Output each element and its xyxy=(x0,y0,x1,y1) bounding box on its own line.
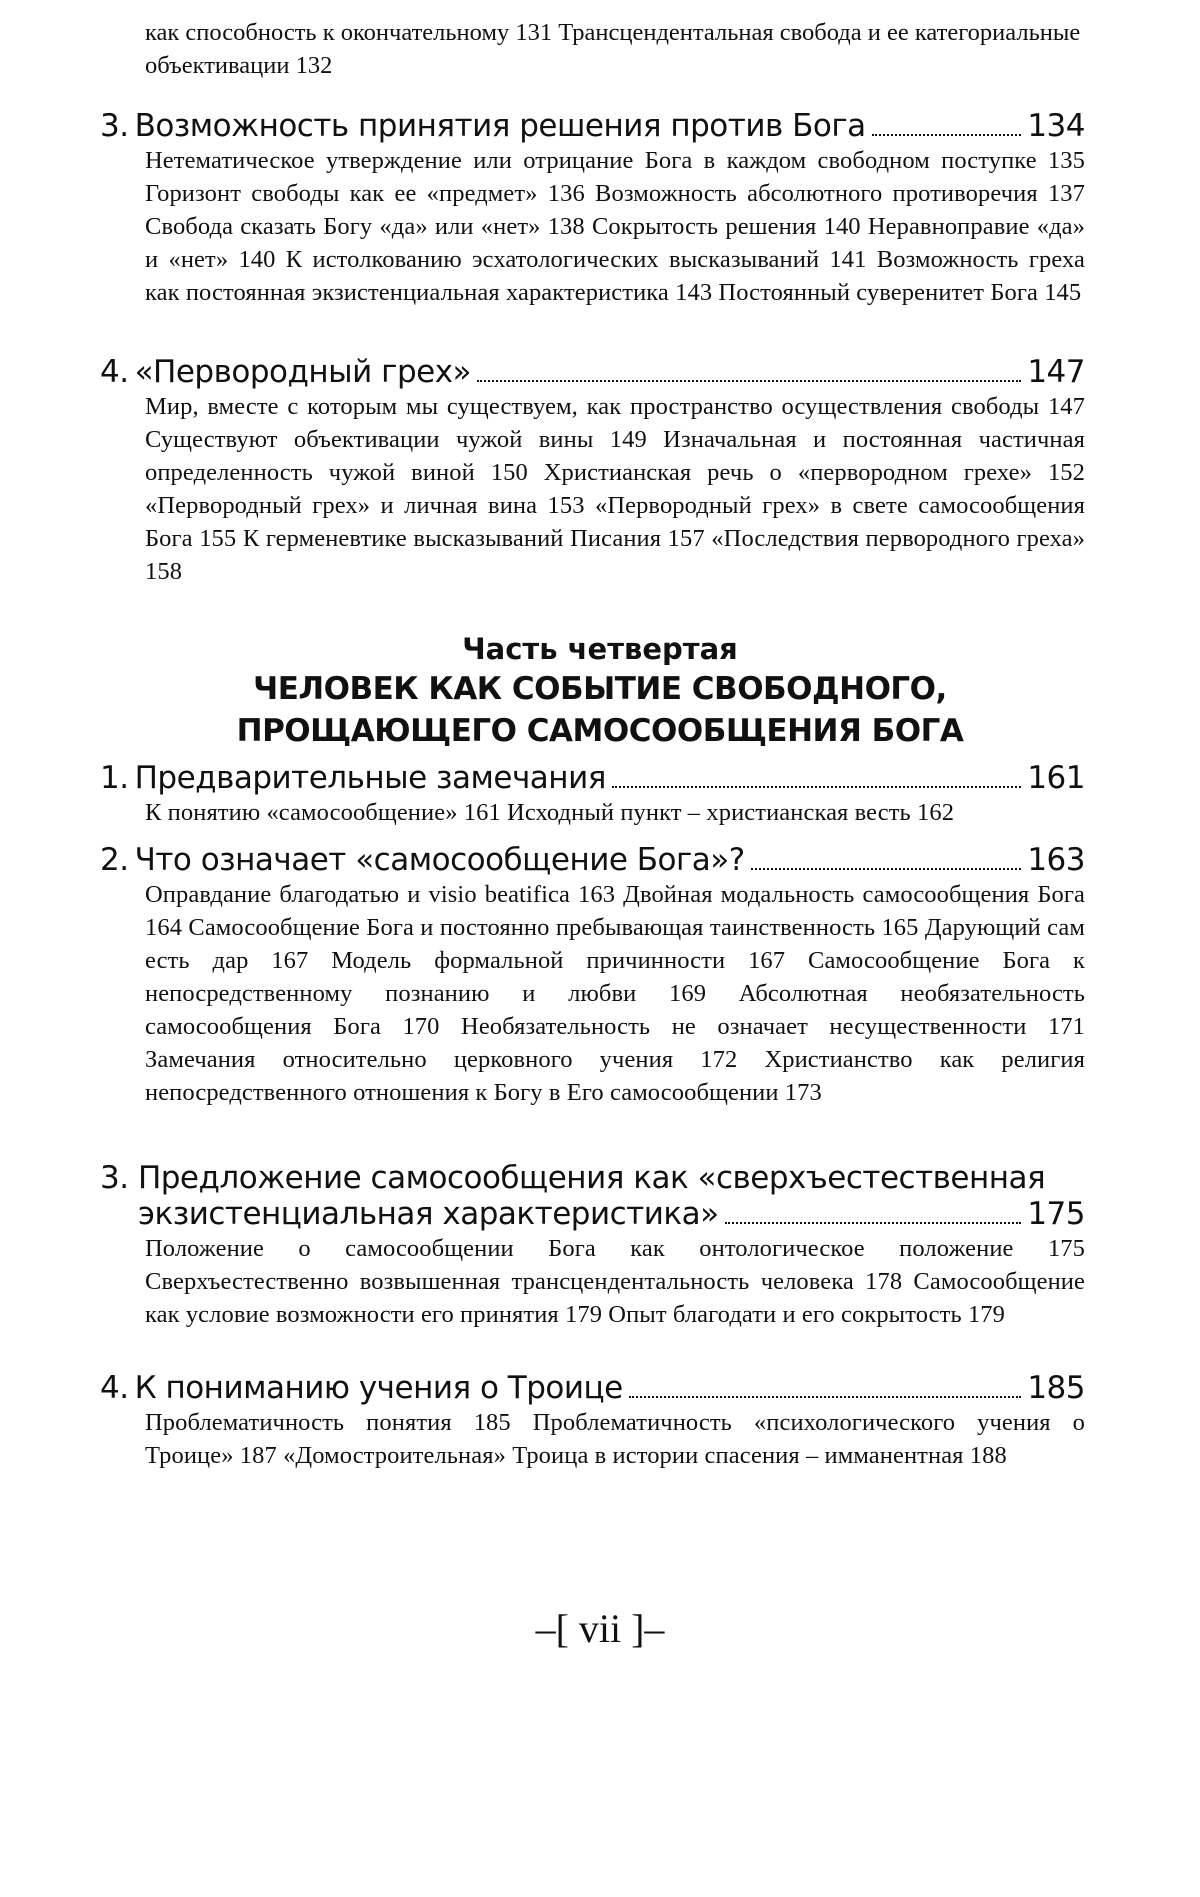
entry-title: К пониманию учения о Троице xyxy=(135,1370,623,1406)
part-label: Часть четвертая xyxy=(0,632,1200,666)
toc-entry xyxy=(100,108,1085,309)
toc-entry xyxy=(100,760,1085,829)
entry-number: 4. xyxy=(100,1370,129,1406)
part-title: ЧЕЛОВЕК КАК СОБЫТИЕ СВОБОДНОГО, ПРОЩАЮЩЕГО САМОСООБЩЕНИЯ БОГА xyxy=(150,668,1050,752)
entry-description: Положение о самосообщении Бога как онтологическое положение 175 Сверхъестественно возвышенная трансцендентальность человека 178 Самосообщение как условие возможности его принятия 179 Опыт благодати и его сокрытость 179 xyxy=(145,1232,1085,1331)
entry-description: Мир, вместе с которым мы существуем, как пространство осуществления свободы 147 Существуют объективации чужой вины 149 Изначальная и постоянная частичная определенность чужой виной 150 Христианская речь о «первородном грехе» 152 «Первородный грех» и личная вина 153 «Первородный грех» в свете самосообщения Бога 155 К герменевтике высказываний Писания 157 «Последствия первородного греха» 158 xyxy=(145,390,1085,588)
entry-title-continued: экзистенциальная характеристика» xyxy=(138,1196,719,1232)
page-number: 134 xyxy=(1027,108,1085,144)
entry-title: «Первородный грех» xyxy=(135,354,471,390)
page-number: 161 xyxy=(1027,760,1085,796)
entry-title: Предварительные замечания xyxy=(135,760,606,796)
entry-number: 3. xyxy=(100,108,129,144)
entry-description: Проблематичность понятия 185 Проблематичность «психологического учения о Троице» 187 «Домостроительная» Троица в истории спасения – имманентная 188 xyxy=(145,1406,1085,1472)
page-number: 185 xyxy=(1027,1370,1085,1406)
dot-leader xyxy=(751,868,1022,870)
dot-leader xyxy=(872,134,1022,136)
toc-heading xyxy=(100,760,1085,796)
toc-entry xyxy=(100,842,1085,1109)
continued-description: как способность к окончательному 131 Трансцендентальная свобода и ее категориальные объективации 132 xyxy=(145,16,1085,82)
entry-title-line1 xyxy=(100,1160,1085,1196)
entry-title: Предложение самосообщения как «сверхъестественная xyxy=(138,1160,1045,1196)
entry-number: 4. xyxy=(100,354,129,390)
entry-title: Возможность принятия решения против Бога xyxy=(135,108,866,144)
entry-title: Что означает «самосообщение Бога»? xyxy=(135,842,745,878)
toc-heading xyxy=(100,842,1085,878)
dot-leader xyxy=(477,380,1021,382)
entry-number: 3. xyxy=(100,1160,129,1196)
entry-number: 2. xyxy=(100,842,129,878)
dot-leader xyxy=(725,1222,1022,1224)
page-number: 147 xyxy=(1027,354,1085,390)
toc-entry xyxy=(100,1370,1085,1472)
dot-leader xyxy=(629,1396,1022,1398)
entry-title-line2 xyxy=(138,1196,1085,1232)
dot-leader xyxy=(612,786,1021,788)
toc-heading xyxy=(100,1370,1085,1406)
book-page xyxy=(0,0,1200,1897)
toc-heading xyxy=(100,354,1085,390)
entry-description: Оправдание благодатью и visio beatifica 163 Двойная модальность самосообщения Бога 164 Самосообщение Бога и постоянно пребывающая таинственность 165 Дарующий сам есть дар 167 Модель формальной причинности 167 Самосообщение Бога к непосредственному познанию и любви 169 Абсолютная необязательность самосообщения Бога 170 Необязательность не означает несущественности 171 Замечания относительно церковного учения 172 Христианство как религия непосредственного отношения к Богу в Его самосообщении 173 xyxy=(145,878,1085,1109)
entry-description: К понятию «самосообщение» 161 Исходный пункт – христианская весть 162 xyxy=(145,796,1085,829)
entry-description: Нетематическое утверждение или отрицание Бога в каждом свободном поступке 135 Горизонт свободы как ее «предмет» 136 Возможность абсолютного противоречия 137 Свобода сказать Богу «да» или «нет» 138 Сокрытость решения 140 Неравноправие «да» и «нет» 140 К истолкованию эсхатологических высказываний 141 Возможность греха как постоянная экзистенциальная характеристика 143 Постоянный суверенитет Бога 145 xyxy=(145,144,1085,309)
entry-number: 1. xyxy=(100,760,129,796)
toc-entry xyxy=(100,354,1085,588)
toc-heading xyxy=(100,1160,1085,1232)
toc-entry xyxy=(100,1160,1085,1331)
toc-heading xyxy=(100,108,1085,144)
page-folio: –[ vii ]– xyxy=(0,1605,1200,1652)
page-number: 175 xyxy=(1027,1196,1085,1232)
page-number: 163 xyxy=(1027,842,1085,878)
